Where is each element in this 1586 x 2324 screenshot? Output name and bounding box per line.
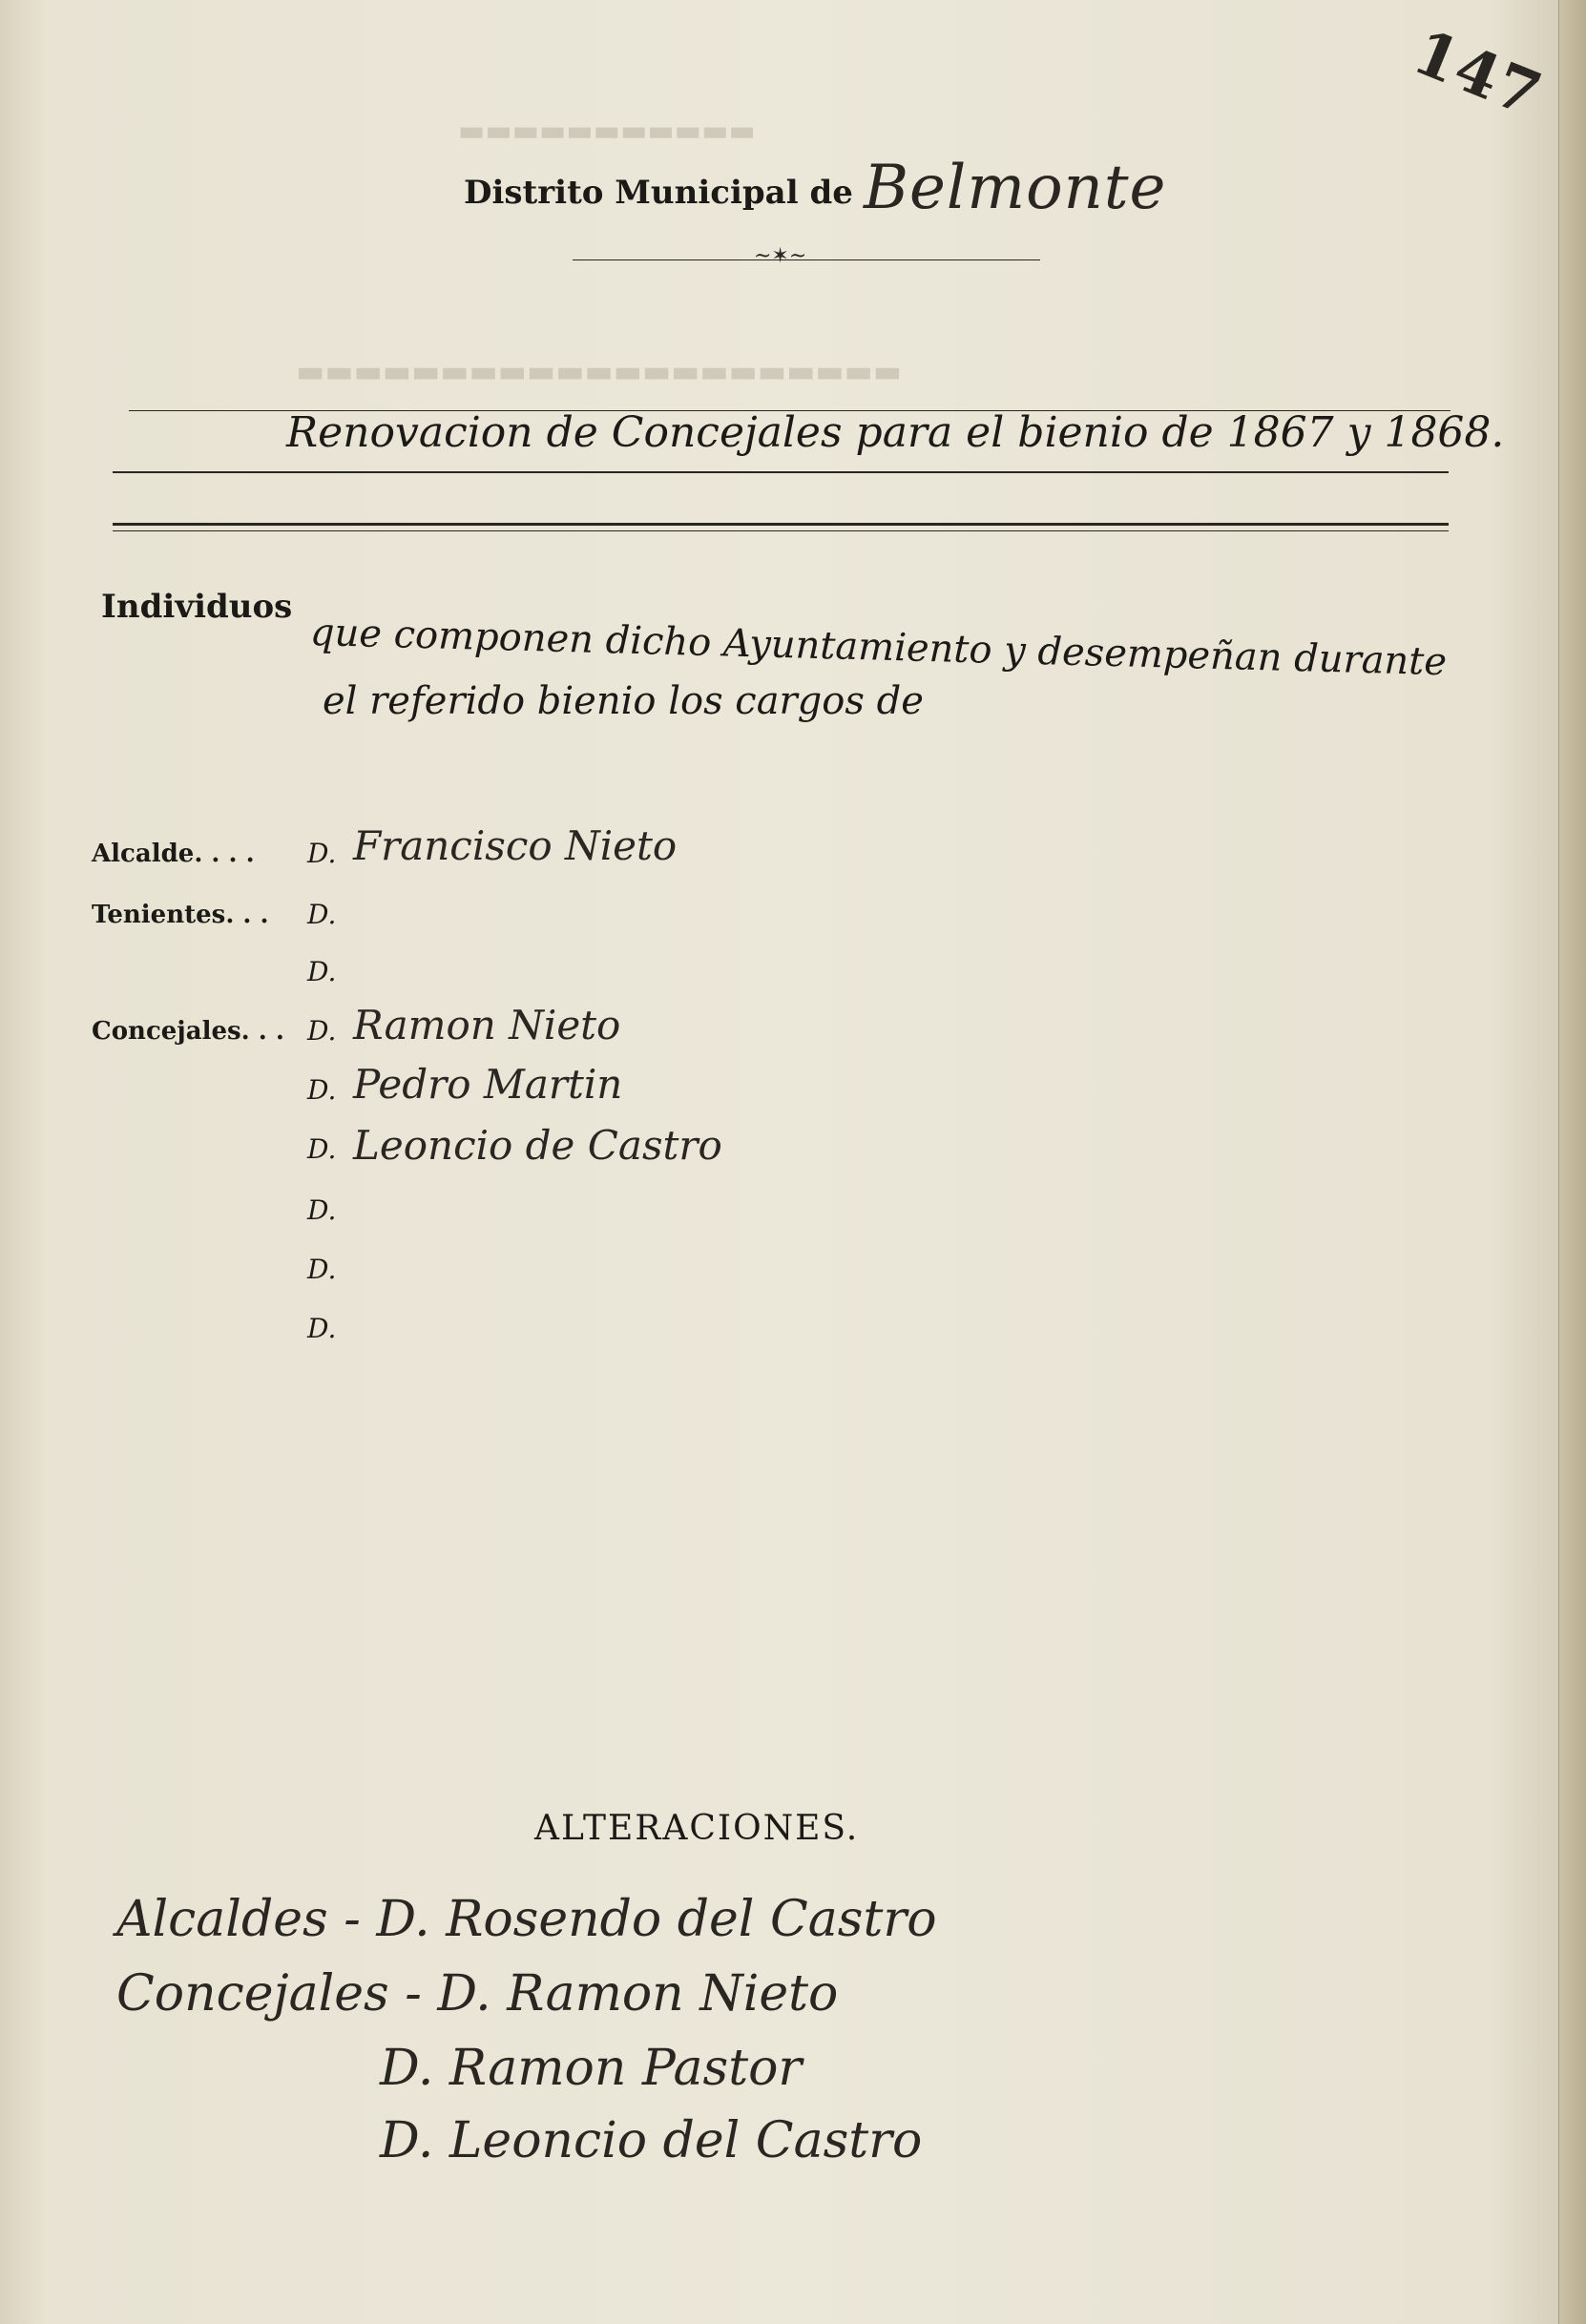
title-rule-top (129, 410, 1450, 411)
alteracion-line: D. Ramon Pastor (380, 2040, 803, 2097)
district-label: Distrito Municipal de (464, 174, 853, 212)
intro-line-2: el referido bienio los cargos de (323, 679, 924, 723)
page-number: 147 (1403, 16, 1552, 132)
alcalde-name: Francisco Nieto (353, 822, 678, 869)
concejal-name: Leoncio de Castro (353, 1122, 722, 1169)
bleed-through-text: ▬▬▬▬▬▬▬▬▬▬▬ (458, 114, 756, 148)
d-mark: D. (307, 838, 337, 869)
d-mark: D. (307, 1194, 337, 1226)
alcalde-label: Alcalde. . . . (92, 840, 255, 868)
alteracion-line: D. Leoncio del Castro (380, 2112, 923, 2169)
d-mark: D. (307, 1254, 337, 1285)
page-title: Renovacion de Concejales para el bienio de 1867 y 1868. (286, 408, 1505, 457)
bleed-through-text: ▬▬▬▬▬▬▬▬▬▬▬▬▬▬▬▬▬▬▬▬▬ (296, 353, 902, 389)
d-mark: D. (307, 899, 337, 930)
d-mark: D. (307, 1074, 337, 1106)
page-edge (1558, 0, 1586, 2324)
district-name: Belmonte (864, 153, 1167, 223)
alteracion-line: Alcaldes - D. Rosendo del Castro (116, 1891, 937, 1948)
section-rule (113, 523, 1449, 526)
alteracion-line: Concejales - D. Ramon Nieto (116, 1965, 839, 2023)
tenientes-label: Tenientes. . . (92, 901, 269, 929)
concejales-label: Concejales. . . (92, 1017, 284, 1046)
concejal-name: Ramon Nieto (353, 1002, 621, 1048)
d-mark: D. (307, 956, 337, 987)
alteraciones-heading: ALTERACIONES. (534, 1809, 860, 1848)
ornament: ~✶~ (754, 244, 807, 268)
title-rule-bottom (113, 471, 1449, 473)
section-rule-thin (113, 530, 1449, 531)
d-mark: D. (307, 1015, 337, 1047)
concejal-name: Pedro Martin (353, 1061, 623, 1108)
d-mark: D. (307, 1313, 337, 1344)
d-mark: D. (307, 1133, 337, 1165)
intro-lead: Individuos (101, 588, 293, 626)
intro-line-1: que componen dicho Ayuntamiento y desempeñan durante (309, 611, 1448, 685)
